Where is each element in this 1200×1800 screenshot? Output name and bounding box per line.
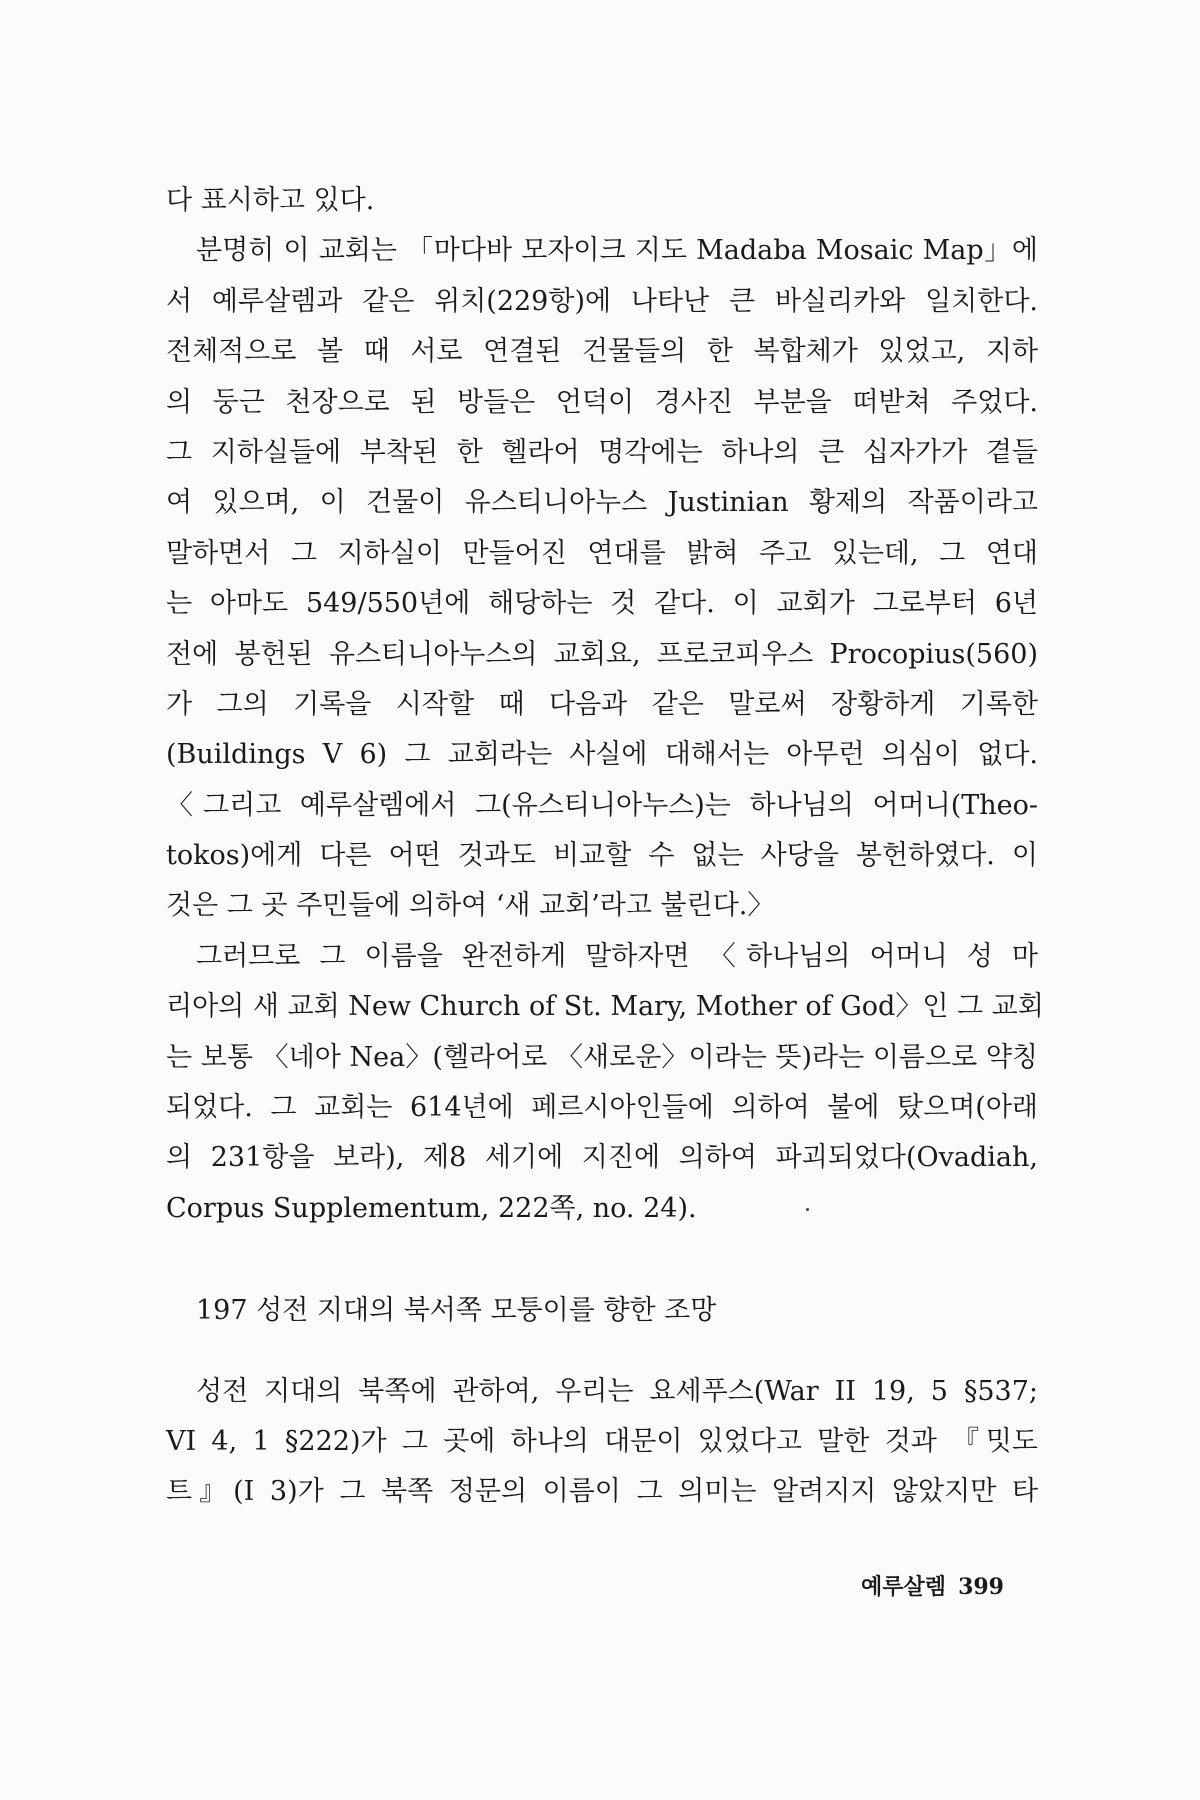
text-line: 가 그의 기록을 시작할 때 다음과 같은 말로써 장황하게 기록한 bbox=[166, 688, 1038, 720]
text-line: 〈그리고 예루살렘에서 그(유스티니아누스)는 하나님의 어머니(Theo- bbox=[166, 789, 1038, 821]
text-line: 전체적으로 볼 때 서로 연결된 건물들의 한 복합체가 있었고, 지하 bbox=[166, 336, 1038, 368]
text-line: 전에 봉헌된 유스티니아누스의 교회요, 프로코피우스 Procopius(560) bbox=[166, 638, 1038, 670]
text-line: 되었다. 그 교회는 614년에 페르시아인들에 의하여 불에 탔으며(아래 bbox=[166, 1092, 1038, 1124]
body-text bbox=[166, 176, 1044, 1518]
text-line: 성전 지대의 북쪽에 관하여, 우리는 요세푸스(War II 19, 5 §537; bbox=[196, 1375, 1038, 1407]
running-title: 예루살렘 bbox=[861, 1575, 947, 1600]
text-line: (Buildings V 6) 그 교회라는 사실에 대해서는 아무런 의심이 없다. bbox=[166, 739, 1038, 771]
text-line: 여 있으며, 이 건물이 유스티니아누스 Justinian 황제의 작품이라고 bbox=[166, 487, 1038, 519]
section-gap bbox=[166, 1234, 1038, 1286]
text-line: 는 아마도 549/550년에 해당하는 것 같다. 이 교회가 그로부터 6년 bbox=[166, 588, 1038, 620]
text-line: 서 예루살렘과 같은 위치(229항)에 나타난 큰 바실리카와 일치한다. bbox=[166, 285, 1038, 317]
text-line: 말하면서 그 지하실이 만들어진 연대를 밝혀 주고 있는데, 그 연대 bbox=[166, 537, 1038, 569]
text-line: 그 지하실들에 부착된 한 헬라어 명각에는 하나의 큰 십자가가 곁들 bbox=[166, 436, 1038, 468]
text-line: tokos)에게 다른 어떤 것과도 비교할 수 없는 사당을 봉헌하였다. 이 bbox=[166, 840, 1038, 872]
text-line: Corpus Supplementum, 222쪽, no. 24). bbox=[166, 1192, 697, 1224]
text-line: 의 둥근 천장으로 된 방들은 언덕이 경사진 부분을 떠받쳐 주었다. bbox=[166, 386, 1038, 418]
text-line: 리아의 새 교회 New Church of St. Mary, Mother of God〉인 그 교회 bbox=[166, 991, 1044, 1023]
text-line: 는 보통 〈네아 Nea〉(헬라어로 〈새로운〉이라는 뜻)라는 이름으로 약칭 bbox=[166, 1041, 1038, 1073]
text-line: 그러므로 그 이름을 완전하게 말하자면 〈하나님의 어머니 성 마 bbox=[196, 940, 1038, 972]
section-heading: 197 성전 지대의 북서쪽 모퉁이를 향한 조망 bbox=[196, 1295, 717, 1327]
heading-gap bbox=[166, 1337, 1038, 1367]
page-footer bbox=[861, 1570, 1004, 1601]
text-line: 것은 그 곳 주민들에 의하여 ‘새 교회’라고 불린다.〉 bbox=[166, 890, 775, 922]
scan-speck bbox=[806, 1208, 809, 1211]
text-line: 의 231항을 보라), 제8 세기에 지진에 의하여 파괴되었다(Ovadiah, bbox=[166, 1142, 1038, 1174]
text-line: VI 4, 1 §222)가 그 곳에 하나의 대문이 있었다고 말한 것과 『밋도 bbox=[166, 1425, 1038, 1457]
text-line: 분명히 이 교회는 「마다바 모자이크 지도 Madaba Mosaic Map」에 bbox=[196, 235, 1038, 267]
text-line: 다 표시하고 있다. bbox=[166, 185, 375, 216]
page-number: 399 bbox=[958, 1574, 1004, 1600]
text-line: 트』(I 3)가 그 북쪽 정문의 이름이 그 의미는 알려지지 않았지만 타 bbox=[166, 1476, 1038, 1508]
